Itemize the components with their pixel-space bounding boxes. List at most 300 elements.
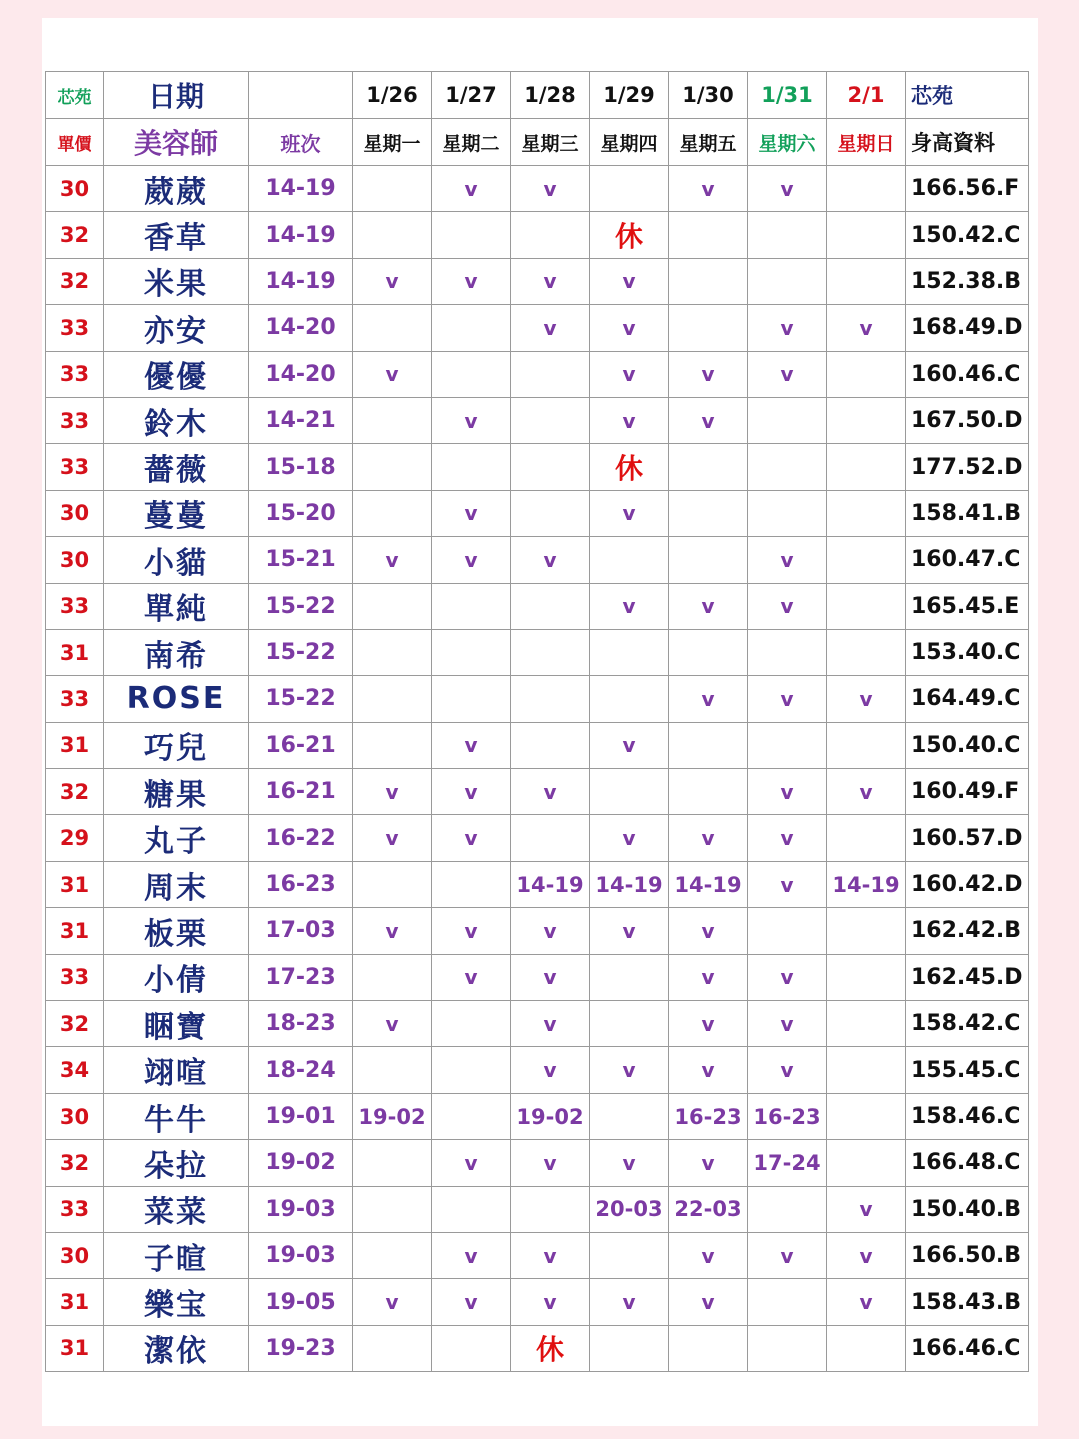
price-cell: 31 <box>46 861 104 907</box>
price-cell: 33 <box>46 1186 104 1232</box>
day-cell <box>827 1325 906 1371</box>
table-row <box>46 1325 1029 1371</box>
height-data-cell: 168.49.D <box>906 305 1029 351</box>
day-cell: v <box>353 769 432 815</box>
height-data-cell: 166.56.F <box>906 166 1029 212</box>
weekday-sun: 星期日 <box>827 119 906 166</box>
day-cell: v <box>511 1232 590 1278</box>
day-cell <box>590 537 669 583</box>
day-cell: v <box>827 1279 906 1325</box>
day-cell <box>669 769 748 815</box>
day-cell <box>669 490 748 536</box>
height-data-cell: 150.40.C <box>906 722 1029 768</box>
stylist-name-cell: 鈴木 <box>104 397 249 443</box>
height-data-cell: 158.42.C <box>906 1001 1029 1047</box>
date-thu: 1/29 <box>590 72 669 119</box>
day-cell: v <box>432 490 511 536</box>
shift-cell: 14-19 <box>249 258 353 304</box>
price-cell: 33 <box>46 954 104 1000</box>
price-cell: 33 <box>46 676 104 722</box>
day-cell <box>827 166 906 212</box>
day-cell: v <box>511 258 590 304</box>
shift-cell: 17-03 <box>249 908 353 954</box>
height-data-cell: 158.43.B <box>906 1279 1029 1325</box>
price-cell: 31 <box>46 629 104 675</box>
header-row-weekdays <box>46 119 1029 166</box>
height-data-cell: 166.48.C <box>906 1140 1029 1186</box>
table-row <box>46 722 1029 768</box>
day-cell: v <box>669 166 748 212</box>
day-cell: 22-03 <box>669 1186 748 1232</box>
day-cell <box>432 305 511 351</box>
day-cell <box>748 1186 827 1232</box>
shift-cell: 14-20 <box>249 351 353 397</box>
day-cell <box>432 1001 511 1047</box>
day-cell: v <box>511 305 590 351</box>
day-cell: v <box>669 1047 748 1093</box>
weekday-sat: 星期六 <box>748 119 827 166</box>
stylist-name-cell: 糖果 <box>104 769 249 815</box>
day-cell: 17-24 <box>748 1140 827 1186</box>
day-cell: 19-02 <box>353 1093 432 1139</box>
day-cell <box>669 537 748 583</box>
price-cell: 31 <box>46 1325 104 1371</box>
day-cell <box>353 861 432 907</box>
header-row-dates <box>46 72 1029 119</box>
stylist-name-cell: 優優 <box>104 351 249 397</box>
date-mon: 1/26 <box>353 72 432 119</box>
day-cell: v <box>511 769 590 815</box>
shift-column-header: 班次 <box>249 119 353 166</box>
day-cell <box>511 397 590 443</box>
day-cell <box>748 722 827 768</box>
table-row <box>46 1047 1029 1093</box>
day-cell <box>432 861 511 907</box>
day-cell: v <box>669 351 748 397</box>
day-cell: v <box>590 1047 669 1093</box>
day-cell <box>353 583 432 629</box>
stylist-name-cell: 樂宝 <box>104 1279 249 1325</box>
day-cell: v <box>748 1047 827 1093</box>
day-cell: v <box>353 1001 432 1047</box>
shift-cell: 15-22 <box>249 629 353 675</box>
day-cell: v <box>748 769 827 815</box>
day-cell: v <box>590 815 669 861</box>
day-cell <box>748 908 827 954</box>
day-cell: v <box>432 722 511 768</box>
stylist-name-cell: ROSE <box>104 676 249 722</box>
day-cell: v <box>590 305 669 351</box>
day-cell <box>827 908 906 954</box>
stylist-name-cell: 香草 <box>104 212 249 258</box>
day-cell <box>590 1325 669 1371</box>
day-cell: v <box>353 537 432 583</box>
table-row <box>46 1279 1029 1325</box>
day-cell: v <box>669 1232 748 1278</box>
day-cell <box>827 351 906 397</box>
day-cell <box>432 1093 511 1139</box>
stylist-name-cell: 牛牛 <box>104 1093 249 1139</box>
day-cell <box>353 444 432 490</box>
day-cell: v <box>432 908 511 954</box>
day-cell <box>590 1093 669 1139</box>
day-cell: 14-19 <box>511 861 590 907</box>
price-cell: 31 <box>46 722 104 768</box>
shift-cell: 15-22 <box>249 583 353 629</box>
table-row <box>46 444 1029 490</box>
height-data-cell: 165.45.E <box>906 583 1029 629</box>
date-fri: 1/30 <box>669 72 748 119</box>
height-data-cell: 166.50.B <box>906 1232 1029 1278</box>
day-cell <box>827 444 906 490</box>
day-cell: v <box>669 815 748 861</box>
day-cell: v <box>748 583 827 629</box>
weekday-mon: 星期一 <box>353 119 432 166</box>
date-label: 日期 <box>104 72 249 119</box>
stylist-name-cell: 巧兒 <box>104 722 249 768</box>
stylist-name-cell: 周末 <box>104 861 249 907</box>
day-cell <box>432 1325 511 1371</box>
day-cell: 14-19 <box>827 861 906 907</box>
table-row <box>46 397 1029 443</box>
day-cell: v <box>511 1279 590 1325</box>
day-cell: v <box>590 490 669 536</box>
schedule-table <box>45 71 1029 1372</box>
height-data-cell: 177.52.D <box>906 444 1029 490</box>
price-cell: 33 <box>46 397 104 443</box>
day-cell <box>511 490 590 536</box>
stylist-name-cell: 南希 <box>104 629 249 675</box>
day-cell: 20-03 <box>590 1186 669 1232</box>
stylist-name-cell: 潔依 <box>104 1325 249 1371</box>
height-data-cell: 152.38.B <box>906 258 1029 304</box>
price-cell: 29 <box>46 815 104 861</box>
shift-cell: 19-05 <box>249 1279 353 1325</box>
price-cell: 32 <box>46 212 104 258</box>
table-row <box>46 351 1029 397</box>
day-cell <box>511 444 590 490</box>
day-cell: v <box>669 1279 748 1325</box>
height-data-cell: 153.40.C <box>906 629 1029 675</box>
day-cell: v <box>748 1232 827 1278</box>
weekday-wed: 星期三 <box>511 119 590 166</box>
day-cell <box>353 722 432 768</box>
day-cell: v <box>669 1001 748 1047</box>
date-tue: 1/27 <box>432 72 511 119</box>
day-cell: v <box>353 258 432 304</box>
day-cell: v <box>669 583 748 629</box>
day-cell: 休 <box>511 1325 590 1371</box>
shift-cell: 15-21 <box>249 537 353 583</box>
table-row <box>46 861 1029 907</box>
corner-top-label: 芯苑 <box>46 72 104 119</box>
weekday-fri: 星期五 <box>669 119 748 166</box>
day-cell <box>669 258 748 304</box>
stylist-name-cell: 板栗 <box>104 908 249 954</box>
stylist-name-cell: 菜菜 <box>104 1186 249 1232</box>
day-cell <box>353 1232 432 1278</box>
shift-cell: 16-21 <box>249 722 353 768</box>
day-cell <box>511 676 590 722</box>
day-cell: v <box>827 769 906 815</box>
day-cell <box>353 1140 432 1186</box>
day-cell: v <box>511 954 590 1000</box>
price-cell: 32 <box>46 1001 104 1047</box>
day-cell: v <box>590 1140 669 1186</box>
table-row <box>46 305 1029 351</box>
day-cell <box>827 722 906 768</box>
day-cell: v <box>748 1001 827 1047</box>
table-row <box>46 258 1029 304</box>
price-column-header: 單價 <box>46 119 104 166</box>
day-cell <box>827 1001 906 1047</box>
day-cell: v <box>353 815 432 861</box>
shift-cell: 18-23 <box>249 1001 353 1047</box>
day-cell: v <box>432 1232 511 1278</box>
day-cell <box>590 954 669 1000</box>
day-cell: v <box>827 676 906 722</box>
day-cell <box>511 583 590 629</box>
day-cell <box>748 212 827 258</box>
day-cell <box>353 212 432 258</box>
height-data-cell: 155.45.C <box>906 1047 1029 1093</box>
day-cell <box>590 676 669 722</box>
stylist-name-cell: 薔薇 <box>104 444 249 490</box>
weekday-thu: 星期四 <box>590 119 669 166</box>
weekday-tue: 星期二 <box>432 119 511 166</box>
height-data-cell: 150.40.B <box>906 1186 1029 1232</box>
day-cell: 14-19 <box>590 861 669 907</box>
day-cell: v <box>748 954 827 1000</box>
day-cell: v <box>748 305 827 351</box>
table-row <box>46 1232 1029 1278</box>
height-data-cell: 160.46.C <box>906 351 1029 397</box>
day-cell <box>827 258 906 304</box>
stylist-name-cell: 翊喧 <box>104 1047 249 1093</box>
shift-cell: 15-18 <box>249 444 353 490</box>
day-cell: v <box>511 537 590 583</box>
day-cell <box>748 1325 827 1371</box>
day-cell: v <box>748 815 827 861</box>
day-cell: v <box>511 1140 590 1186</box>
day-cell <box>669 629 748 675</box>
day-cell <box>669 1325 748 1371</box>
height-data-cell: 150.42.C <box>906 212 1029 258</box>
date-wed: 1/28 <box>511 72 590 119</box>
date-sun: 2/1 <box>827 72 906 119</box>
day-cell <box>748 258 827 304</box>
shift-cell: 19-03 <box>249 1186 353 1232</box>
shift-cell: 16-22 <box>249 815 353 861</box>
day-cell: v <box>590 1279 669 1325</box>
table-row <box>46 212 1029 258</box>
day-cell <box>748 1279 827 1325</box>
day-cell: v <box>827 1232 906 1278</box>
price-cell: 30 <box>46 166 104 212</box>
day-cell: 19-02 <box>511 1093 590 1139</box>
day-cell: v <box>432 537 511 583</box>
day-cell: v <box>827 1186 906 1232</box>
day-cell <box>827 583 906 629</box>
price-cell: 34 <box>46 1047 104 1093</box>
height-column-header: 身高資料 <box>906 119 1029 166</box>
shift-cell: 15-20 <box>249 490 353 536</box>
shift-cell: 19-23 <box>249 1325 353 1371</box>
day-cell <box>353 1186 432 1232</box>
day-cell <box>669 212 748 258</box>
day-cell <box>590 166 669 212</box>
day-cell: v <box>748 166 827 212</box>
day-cell: v <box>511 908 590 954</box>
shift-cell: 18-24 <box>249 1047 353 1093</box>
stylist-name-cell: 丸子 <box>104 815 249 861</box>
day-cell <box>590 769 669 815</box>
height-data-cell: 162.45.D <box>906 954 1029 1000</box>
date-sat: 1/31 <box>748 72 827 119</box>
day-cell <box>432 212 511 258</box>
day-cell: 16-23 <box>748 1093 827 1139</box>
day-cell <box>353 397 432 443</box>
day-cell <box>748 444 827 490</box>
height-data-cell: 167.50.D <box>906 397 1029 443</box>
day-cell <box>827 397 906 443</box>
day-cell: v <box>669 397 748 443</box>
day-cell <box>590 629 669 675</box>
shift-cell: 14-20 <box>249 305 353 351</box>
table-row <box>46 769 1029 815</box>
day-cell <box>432 1047 511 1093</box>
price-cell: 31 <box>46 1279 104 1325</box>
table-row <box>46 815 1029 861</box>
day-cell: 休 <box>590 444 669 490</box>
day-cell <box>432 629 511 675</box>
day-cell <box>827 212 906 258</box>
price-cell: 33 <box>46 305 104 351</box>
day-cell <box>353 305 432 351</box>
day-cell: v <box>669 1140 748 1186</box>
table-row <box>46 1093 1029 1139</box>
day-cell: v <box>590 722 669 768</box>
day-cell: v <box>748 537 827 583</box>
shift-cell: 14-19 <box>249 212 353 258</box>
shift-cell: 17-23 <box>249 954 353 1000</box>
height-data-cell: 160.47.C <box>906 537 1029 583</box>
day-cell: v <box>432 1140 511 1186</box>
day-cell: v <box>353 908 432 954</box>
day-cell <box>590 1001 669 1047</box>
day-cell <box>827 815 906 861</box>
shift-cell: 19-02 <box>249 1140 353 1186</box>
day-cell <box>511 212 590 258</box>
price-cell: 32 <box>46 258 104 304</box>
day-cell <box>590 1232 669 1278</box>
table-row <box>46 537 1029 583</box>
day-cell: v <box>590 351 669 397</box>
day-cell <box>827 537 906 583</box>
day-cell <box>432 1186 511 1232</box>
stylist-name-cell: 葳葳 <box>104 166 249 212</box>
day-cell <box>748 490 827 536</box>
day-cell <box>511 351 590 397</box>
stylist-name-cell: 小貓 <box>104 537 249 583</box>
price-cell: 31 <box>46 908 104 954</box>
day-cell <box>353 1325 432 1371</box>
day-cell <box>669 722 748 768</box>
day-cell: v <box>748 351 827 397</box>
day-cell <box>511 629 590 675</box>
day-cell <box>669 444 748 490</box>
day-cell: v <box>432 397 511 443</box>
table-row <box>46 629 1029 675</box>
day-cell <box>827 629 906 675</box>
table-row <box>46 676 1029 722</box>
stylist-name-cell: 子暄 <box>104 1232 249 1278</box>
day-cell: v <box>511 1001 590 1047</box>
day-cell: 16-23 <box>669 1093 748 1139</box>
day-cell <box>353 490 432 536</box>
price-cell: 30 <box>46 537 104 583</box>
price-cell: 32 <box>46 1140 104 1186</box>
shift-cell: 19-03 <box>249 1232 353 1278</box>
table-row <box>46 166 1029 212</box>
day-cell <box>511 1186 590 1232</box>
height-data-cell: 164.49.C <box>906 676 1029 722</box>
day-cell <box>511 815 590 861</box>
day-cell: v <box>590 258 669 304</box>
day-cell: v <box>511 166 590 212</box>
day-cell <box>827 1047 906 1093</box>
shift-cell: 16-23 <box>249 861 353 907</box>
stylist-column-header: 美容師 <box>104 119 249 166</box>
height-data-cell: 160.42.D <box>906 861 1029 907</box>
day-cell <box>353 676 432 722</box>
day-cell <box>827 490 906 536</box>
height-data-cell: 166.46.C <box>906 1325 1029 1371</box>
day-cell <box>353 1047 432 1093</box>
stylist-name-cell: 睏寶 <box>104 1001 249 1047</box>
table-row <box>46 1186 1029 1232</box>
day-cell: 休 <box>590 212 669 258</box>
height-data-cell: 158.46.C <box>906 1093 1029 1139</box>
day-cell <box>353 166 432 212</box>
day-cell <box>432 351 511 397</box>
day-cell: v <box>669 954 748 1000</box>
price-cell: 33 <box>46 444 104 490</box>
day-cell: v <box>432 954 511 1000</box>
shift-cell: 14-19 <box>249 166 353 212</box>
day-cell <box>827 1140 906 1186</box>
day-cell <box>827 1093 906 1139</box>
day-cell: v <box>432 815 511 861</box>
day-cell <box>432 444 511 490</box>
right-top-label: 芯苑 <box>906 72 1029 119</box>
day-cell: v <box>748 861 827 907</box>
day-cell <box>748 397 827 443</box>
day-cell <box>511 722 590 768</box>
shift-cell: 15-22 <box>249 676 353 722</box>
day-cell: v <box>590 397 669 443</box>
day-cell: v <box>827 305 906 351</box>
table-row <box>46 908 1029 954</box>
height-data-cell: 160.49.F <box>906 769 1029 815</box>
day-cell <box>432 676 511 722</box>
day-cell <box>827 954 906 1000</box>
day-cell: v <box>432 166 511 212</box>
day-cell: v <box>669 908 748 954</box>
day-cell <box>353 954 432 1000</box>
price-cell: 33 <box>46 351 104 397</box>
day-cell <box>748 629 827 675</box>
